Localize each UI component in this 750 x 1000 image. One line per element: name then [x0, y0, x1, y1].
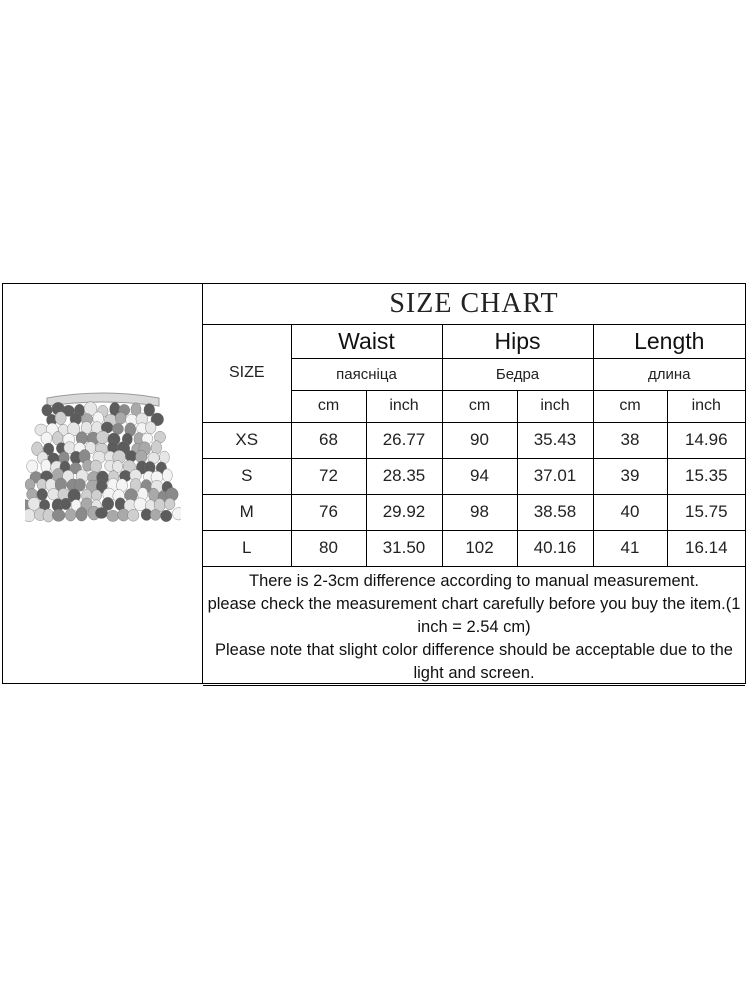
- size-table: [203, 284, 745, 686]
- sequin: [61, 498, 71, 510]
- unit-header: inch: [366, 390, 442, 422]
- table-cell: 41: [593, 530, 667, 566]
- sequin: [27, 460, 38, 473]
- sequin: [92, 490, 102, 501]
- sequin: [145, 422, 156, 434]
- table-cell: 15.35: [667, 458, 745, 494]
- size-table-area: [203, 284, 745, 683]
- note-line: There is 2-3cm difference according to manual measurement.: [249, 571, 699, 590]
- unit-header: inch: [517, 390, 593, 422]
- sequin: [161, 510, 172, 522]
- table-cell: 37.01: [517, 458, 593, 494]
- sequin: [150, 509, 160, 520]
- sequin: [37, 489, 48, 501]
- sequin: [55, 412, 66, 425]
- table-cell: 31.50: [366, 530, 442, 566]
- length-header: Length: [593, 324, 745, 358]
- table-cell: 26.77: [366, 422, 442, 458]
- size-chart: [2, 283, 746, 684]
- sequin: [128, 509, 139, 521]
- table-row: [203, 422, 745, 458]
- sequin: [90, 460, 101, 473]
- sequin: [25, 509, 35, 522]
- table-cell: 102: [442, 530, 517, 566]
- sequin: [76, 507, 87, 521]
- waist-header: Waist: [291, 324, 442, 358]
- sequin: [28, 497, 40, 510]
- table-cell: 98: [442, 494, 517, 530]
- table-cell: 38.58: [517, 494, 593, 530]
- size-column-header: SIZE: [203, 324, 291, 422]
- sequin: [115, 498, 126, 511]
- table-cell: 39: [593, 458, 667, 494]
- sequin: [125, 451, 136, 462]
- unit-header: cm: [593, 390, 667, 422]
- table-cell: 90: [442, 422, 517, 458]
- table-cell: 94: [442, 458, 517, 494]
- note-line: Please note that slight color difference should be acceptable due to the light and screen.: [215, 640, 733, 682]
- notes-cell: [203, 566, 745, 685]
- unit-header: cm: [442, 390, 517, 422]
- sequin: [65, 509, 76, 521]
- sequin: [162, 469, 172, 482]
- table-cell: 40.16: [517, 530, 593, 566]
- table-row: [203, 494, 745, 530]
- sequin: [41, 432, 52, 445]
- product-photo-cell: [3, 284, 203, 683]
- table-row: [203, 458, 745, 494]
- hips-subheader: Бедра: [442, 358, 593, 390]
- table-cell: 16.14: [667, 530, 745, 566]
- size-cell: M: [203, 494, 291, 530]
- size-cell: S: [203, 458, 291, 494]
- sequin: [96, 431, 109, 444]
- table-cell: 68: [291, 422, 366, 458]
- sequin: [52, 509, 65, 521]
- hips-header: Hips: [442, 324, 593, 358]
- skirt-waistband: [47, 393, 159, 406]
- size-cell: L: [203, 530, 291, 566]
- table-cell: 28.35: [366, 458, 442, 494]
- table-row: [203, 530, 745, 566]
- sequin: [172, 508, 181, 520]
- length-subheader: длина: [593, 358, 745, 390]
- sequin: [165, 498, 175, 510]
- chart-title: SIZE CHART: [203, 284, 745, 324]
- table-cell: 15.75: [667, 494, 745, 530]
- table-cell: 38: [593, 422, 667, 458]
- size-cell: XS: [203, 422, 291, 458]
- note-line: please check the measurement chart carefully before you buy the item.(1 inch = 2.54 cm): [207, 594, 741, 636]
- table-cell: 40: [593, 494, 667, 530]
- product-photo: [25, 390, 181, 530]
- table-cell: 14.96: [667, 422, 745, 458]
- sequin: [107, 510, 119, 521]
- sequin: [112, 423, 123, 434]
- table-cell: 35.43: [517, 422, 593, 458]
- table-cell: 80: [291, 530, 366, 566]
- sequin: [115, 412, 126, 424]
- table-cell: 72: [291, 458, 366, 494]
- table-cell: 29.92: [366, 494, 442, 530]
- sequin: [95, 508, 107, 519]
- unit-header: cm: [291, 390, 366, 422]
- unit-header: inch: [667, 390, 745, 422]
- table-cell: 76: [291, 494, 366, 530]
- waist-subheader: паясніца: [291, 358, 442, 390]
